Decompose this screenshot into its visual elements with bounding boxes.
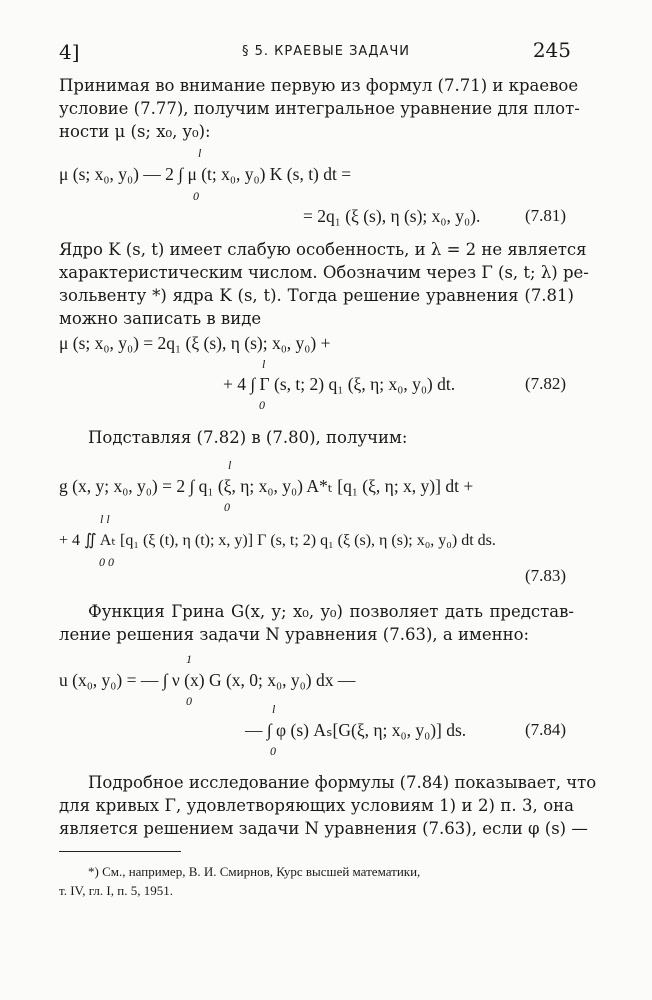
text-line: характеристическим числом. Обозначим через Γ (s, t; λ) ре- (59, 263, 589, 282)
integral-upper-limit: l (272, 702, 276, 716)
text-line: Подставляя (7.82) в (7.80), получим: (88, 428, 408, 447)
integral-upper-limit: l (198, 146, 202, 160)
text-line: условие (7.77), получим интегральное уравнение для плот- (59, 99, 580, 118)
text-line: для кривых Γ, удовлетворяющих условиям 1) и 2) п. 3, она (59, 796, 574, 815)
paragraph-5 (59, 771, 597, 840)
equation-7-83-line-2: + 4 ∬ Aₜ [q₁ (ξ (t), η (t); x, y)] Γ (s, t; 2) q₁ (ξ (s), η (s); x₀, y₀) dt ds. (59, 532, 496, 549)
text-line: ление решения задачи N уравнения (7.63), а именно: (59, 625, 530, 644)
equation-number-7-82: (7.82) (525, 374, 567, 393)
integral-lower-limit: 0 (224, 500, 230, 514)
page-number: 245 (532, 38, 571, 62)
integral-upper-limit: l (228, 458, 232, 472)
integral-lower-limit: 0 (270, 744, 276, 758)
text-line: ности μ (s; x₀, y₀): (59, 122, 211, 141)
footnote-line: т. IV, гл. I, п. 5, 1951. (59, 883, 173, 898)
equation-7-82-line-1: μ (s; x₀, y₀) = 2q₁ (ξ (s), η (s); x₀, y₀) + (59, 333, 331, 353)
running-header: § 5. КРАЕВЫЕ ЗАДАЧИ (242, 44, 410, 59)
footnote-line: *) См., например, В. И. Смирнов, Курс высшей математики, (88, 864, 421, 879)
equation-7-81-line-1: μ (s; x₀, y₀) — 2 ∫ μ (t; x₀, y₀) K (s, t) dt = (59, 164, 352, 184)
footnote (59, 862, 574, 900)
paragraph-4 (59, 600, 574, 646)
equation-number-7-84: (7.84) (525, 720, 567, 739)
integral-lower-limit: 0 (193, 189, 199, 203)
text-line: Подробное исследование формулы (7.84) показывает, что (88, 773, 597, 792)
text-line: зольвенту *) ядра K (s, t). Тогда решение уравнения (7.81) (59, 286, 574, 305)
integral-upper-limit: l (262, 357, 266, 371)
equation-7-84-line-1: u (x₀, y₀) = — ∫ ν (x) G (x, 0; x₀, y₀) dx — (59, 670, 356, 690)
paragraph-1 (59, 74, 580, 143)
text-line: Принимая во внимание первую из формул (7.71) и краевое (59, 76, 579, 95)
integral-lower-limit: 0 (259, 398, 265, 412)
footnote-divider (59, 851, 181, 852)
equation-7-81-line-2: = 2q₁ (ξ (s), η (s); x₀, y₀). (303, 206, 481, 226)
integral-upper-limit: 1 (186, 652, 192, 666)
text-line: Функция Грина G(x, y; x₀, y₀) позволяет дать представ- (88, 602, 574, 621)
equation-number-7-83: (7.83) (525, 566, 567, 585)
integral-upper-limit: l l (100, 512, 110, 526)
text-line: является решением задачи N уравнения (7.63), если φ (s) — (59, 819, 588, 838)
equation-7-83-line-1: g (x, y; x₀, y₀) = 2 ∫ q₁ (ξ, η; x₀, y₀) A*ₜ [q₁ (ξ, η; x, y)] dt + (59, 476, 474, 496)
equation-number-7-81: (7.81) (525, 206, 567, 225)
equation-7-82-line-2: + 4 ∫ Γ (s, t; 2) q₁ (ξ, η; x₀, y₀) dt. (223, 374, 456, 394)
text-line: Ядро K (s, t) имеет слабую особенность, и λ = 2 не является (59, 240, 587, 259)
paragraph-3 (88, 426, 574, 449)
integral-lower-limit: 0 (186, 694, 192, 708)
paragraph-2 (59, 238, 589, 330)
equation-7-84-line-2: — ∫ φ (s) Aₛ[G(ξ, η; x₀, y₀)] ds. (245, 720, 467, 740)
text-line: можно записать в виде (59, 309, 262, 328)
section-number: 4] (59, 40, 80, 64)
integral-lower-limit: 0 0 (99, 555, 114, 569)
